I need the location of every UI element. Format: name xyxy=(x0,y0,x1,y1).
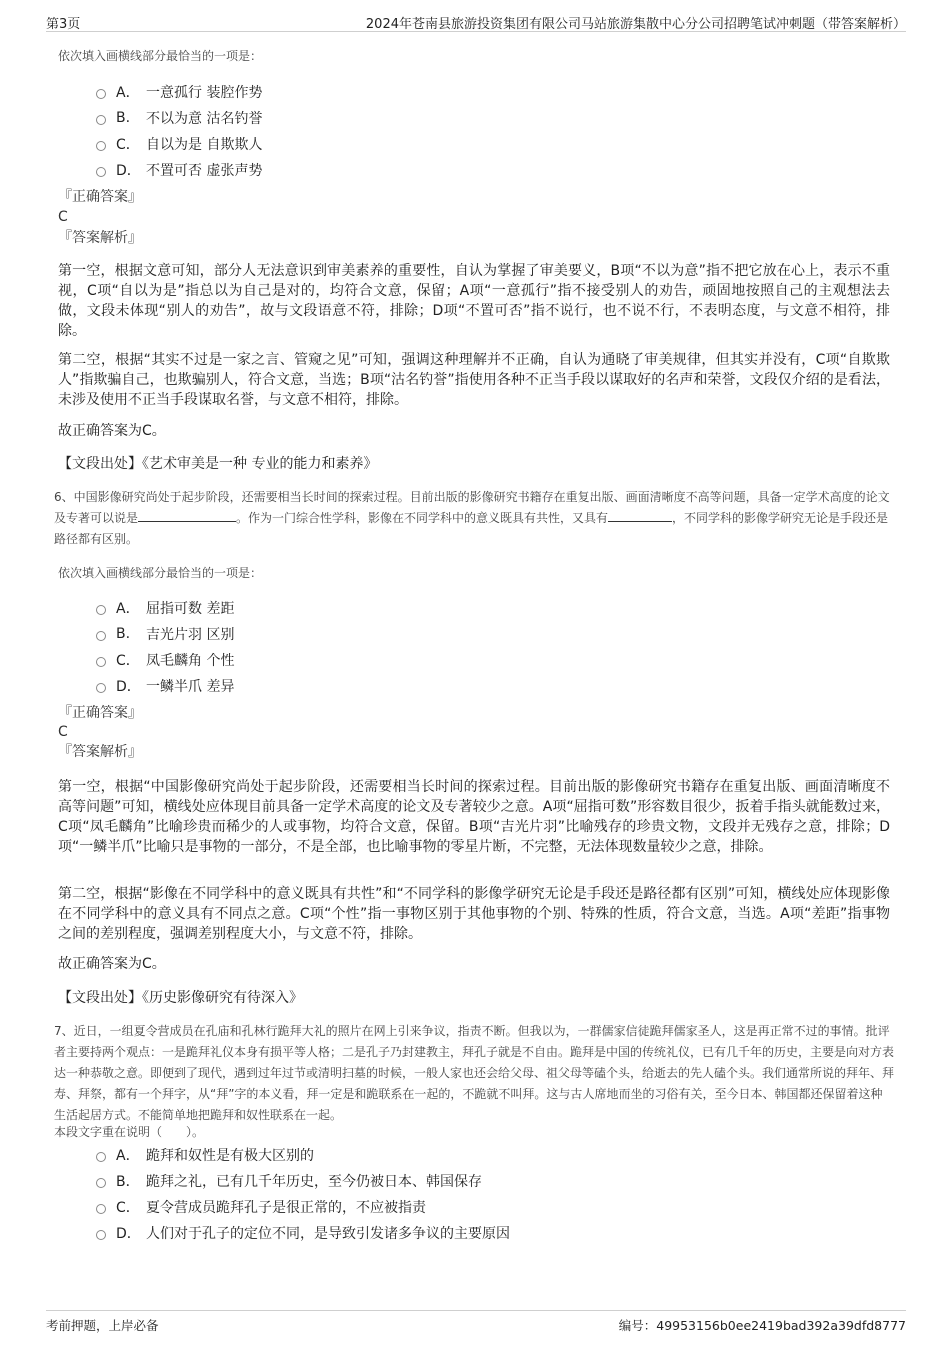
q5-options xyxy=(96,79,262,183)
q5-analysis-para-2: 第二空，根据“其实不过是一家之言、管窥之见”可知，强调这种理解并不正确，自认为通晓了审美规律，但其实并没有，C项“自欺欺人”指欺骗自己，也欺骗别人，符合文意，当选；B项“沽名钓誉”指使用各种不正当手段以谋取好的名声和荣誉，文段仅介绍的是看法，未涉及使用不正当手段谋取名誉，与文意不相符，排除。 xyxy=(58,352,890,408)
q7-option-a[interactable]: A． 跪拜和奴性是有极大区别的 xyxy=(96,1142,510,1168)
page-footer xyxy=(46,1310,906,1334)
radio-icon[interactable] xyxy=(96,115,106,125)
q6-analysis-label: 『答案解析』 xyxy=(58,744,142,760)
q7-option-c[interactable]: C． 夏令营成员跪拜孔子是很正常的，不应被指责 xyxy=(96,1194,510,1220)
q5-option-d[interactable]: D． 不置可否 虚张声势 xyxy=(96,157,262,183)
radio-icon[interactable] xyxy=(96,605,106,615)
q7-prompt: 本段文字重在说明（ ）。 xyxy=(54,1125,205,1139)
document-id: 编号：49953156b0ee2419bad392a39dfd8777 xyxy=(618,1318,906,1333)
radio-icon[interactable] xyxy=(96,1178,106,1188)
q6-answer-label: 『正确答案』 xyxy=(58,705,142,721)
q6-source: 【文段出处】《历史影像研究有待深入》 xyxy=(58,990,303,1006)
answer-blank-1 xyxy=(138,508,236,522)
q5-answer-label: 『正确答案』 xyxy=(58,189,142,205)
radio-icon[interactable] xyxy=(96,167,106,177)
q5-option-b[interactable]: B. 不以为意 沽名钓誉 xyxy=(96,105,262,131)
q5-prompt: 依次填入画横线部分最恰当的一项是： xyxy=(58,49,263,63)
q6-answer: C xyxy=(58,724,68,740)
q7-option-b[interactable]: B． 跪拜之礼，已有几千年历史，至今仍被日本、韩国保存 xyxy=(96,1168,510,1194)
q7-option-d[interactable]: D． 人们对于孔子的定位不同，是导致引发诸多争议的主要原因 xyxy=(96,1220,510,1246)
page-number: 第3页 xyxy=(46,17,81,32)
q6-analysis-para-2: 第二空，根据“影像在不同学科中的意义既具有共性”和“不同学科的影像学研究无论是手段还是路径都有区别”可知，横线处应体现影像在不同学科中的意义具有不同点之意。C项“个性”指一事物区别于其他事物的个别、特殊的性质，符合文意，当选。A项“差距”指事物之间的差别程度，强调差别程度大小，与文意不符，排除。 xyxy=(58,886,890,942)
q7-options xyxy=(96,1142,510,1246)
q5-source: 【文段出处】《艺术审美是一种 专业的能力和素养》 xyxy=(58,456,378,472)
radio-icon[interactable] xyxy=(96,657,106,667)
q6-stem: 6、中国影像研究尚处于起步阶段，还需要相当长时间的探索过程。目前出版的影像研究书籍存在重复出版、画面清晰度不高等问题，具备一定学术高度的论文及专著可以说是 。作为一门综合性学科，影像在不同学科中的意义既具有共性，又具有 ，不同学科的影像学研究无论是手段还是路径都有区别。 xyxy=(54,490,890,546)
radio-icon[interactable] xyxy=(96,1152,106,1162)
radio-icon[interactable] xyxy=(96,1204,106,1214)
q6-analysis-para-1: 第一空，根据“中国影像研究尚处于起步阶段，还需要相当长时间的探索过程。目前出版的影像研究书籍存在重复出版、画面清晰度不高等问题”可知，横线处应体现目前具备一定学术高度的论文及专著较少之意。A项“屈指可数”形容数目很少，扳着手指头就能数过来，C项“凤毛麟角”比喻珍贵而稀少的人或事物，均符合文意，保留。B项“吉光片羽”比喻残存的珍贵文物，文段并无残存之意，排除；D项“一鳞半爪”比喻只是事物的一部分，不是全部，也比喻事物的零星片断，不完整，无法体现数量较少之意，排除。 xyxy=(58,779,890,855)
radio-icon[interactable] xyxy=(96,631,106,641)
footer-slogan: 考前押题，上岸必备 xyxy=(46,1318,159,1333)
answer-blank-2 xyxy=(608,508,672,522)
q6-option-a[interactable]: A． 屈指可数 差距 xyxy=(96,595,234,621)
q5-answer: C xyxy=(58,209,68,225)
page-header xyxy=(46,10,906,32)
q6-option-d[interactable]: D． 一鳞半爪 差异 xyxy=(96,673,234,699)
q5-option-c[interactable]: C． 自以为是 自欺欺人 xyxy=(96,131,262,157)
q5-analysis-label: 『答案解析』 xyxy=(58,230,142,246)
q6-prompt: 依次填入画横线部分最恰当的一项是： xyxy=(58,566,263,580)
radio-icon[interactable] xyxy=(96,89,106,99)
radio-icon[interactable] xyxy=(96,683,106,693)
radio-icon[interactable] xyxy=(96,141,106,151)
q5-conclusion: 故正确答案为C。 xyxy=(58,423,166,439)
document-title: 2024年苍南县旅游投资集团有限公司马站旅游集散中心分公司招聘笔试冲刺题（带答案解析） xyxy=(365,17,906,32)
q6-conclusion: 故正确答案为C。 xyxy=(58,956,166,972)
q5-analysis-para-1: 第一空，根据文意可知，部分人无法意识到审美素养的重要性，自认为掌握了审美要义，B项“不以为意”指不把它放在心上，表示不重视，C项“自以为是”指总以为自己是对的，均符合文意，保留；A项“一意孤行”指不接受别人的劝告，顽固地按照自己的主观想法去做，文段未体现“别人的劝告”，故与文段语意不符，排除；D项“不置可否”指不说行，也不说不行，不表明态度，与文意不相符，排除。 xyxy=(58,263,890,339)
q7-stem: 7、近日，一组夏令营成员在孔庙和孔林行跪拜大礼的照片在网上引来争议，指责不断。但我以为，一群儒家信徒跪拜儒家圣人，这是再正常不过的事情。批评者主要持两个观点：一是跪拜礼仪本身有损平等人格；二是孔子乃封建教主，拜孔子就是不自由。跪拜是中国的传统礼仪，已有几千年的历史，主要是向对方表达一种恭敬之意。即便到了现代，遇到过年过节或清明扫墓的时候，一般人家也还会给父母、祖父母等磕个头，给逝去的先人磕个头。我们通常所说的拜年、拜寿、拜祭，都有一个拜字，从“拜”字的本义看，拜一定是和跪联系在一起的，不跪就不叫拜。这与古人席地而坐的习俗有关，至今日本、韩国都还保留着这种生活起居方式。不能简单地把跪拜和奴性联系在一起。 xyxy=(54,1024,895,1122)
q6-options xyxy=(96,595,234,699)
q6-option-b[interactable]: B. 吉光片羽 区别 xyxy=(96,621,234,647)
q6-option-c[interactable]: C． 凤毛麟角 个性 xyxy=(96,647,234,673)
radio-icon[interactable] xyxy=(96,1230,106,1240)
q5-option-a[interactable]: A． 一意孤行 装腔作势 xyxy=(96,79,262,105)
